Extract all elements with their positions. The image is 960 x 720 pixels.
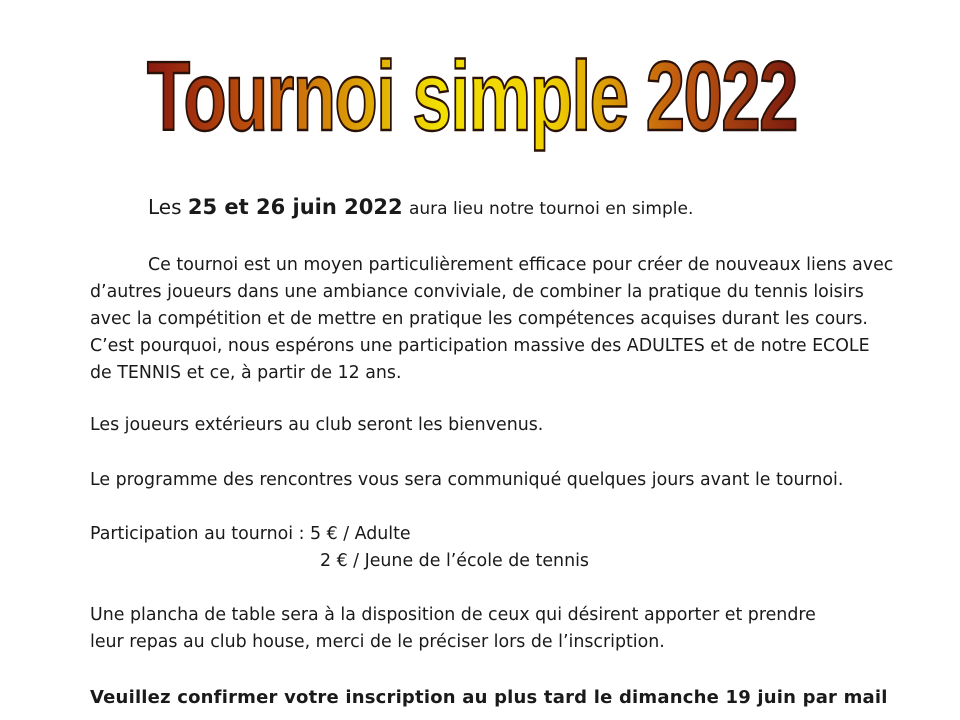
main-line-5: de TENNIS et ce, à partir de 12 ans.	[90, 363, 402, 383]
participation-youth: 2 € / Jeune de l’école de tennis	[320, 551, 589, 571]
plancha-line-2: leur repas au club house, merci de le préciser lors de l’inscription.	[90, 632, 665, 652]
participation-adult: Participation au tournoi : 5 € / Adulte	[90, 524, 411, 544]
program-text: Le programme des rencontres vous sera communiqué quelques jours avant le tournoi.	[90, 470, 844, 490]
intro-dates: 25 et 26 juin 2022	[187, 195, 403, 219]
external-players-text: Les joueurs extérieurs au club seront les bienvenus.	[90, 415, 544, 435]
intro-prefix: Les	[148, 195, 182, 219]
intro-line	[148, 194, 960, 223]
title-banner	[0, 34, 960, 164]
main-paragraph	[90, 252, 920, 387]
main-line-3: avec la compétition et de mettre en pratique les compétences acquises durant les cours.	[90, 309, 868, 329]
main-line-2: d’autres joueurs dans une ambiance conviviale, de combiner la pratique du tennis loisirs	[90, 282, 864, 302]
page-title: Tournoi simple 2022	[147, 41, 797, 151]
title-wordart	[0, 34, 960, 164]
confirm-text: Veuillez confirmer votre inscription au plus tard le dimanche 19 juin par mail	[90, 687, 888, 708]
main-line-4: C’est pourquoi, nous espérons une participation massive des ADULTES et de notre ECOLE	[90, 336, 870, 356]
main-line-1: Ce tournoi est un moyen particulièrement efficace pour créer de nouveaux liens avec	[148, 255, 894, 275]
intro-rest: aura lieu notre tournoi en simple.	[408, 199, 694, 219]
plancha-paragraph	[90, 602, 920, 656]
plancha-line-1: Une plancha de table sera à la disposition de ceux qui désirent apporter et prendre	[90, 605, 816, 625]
